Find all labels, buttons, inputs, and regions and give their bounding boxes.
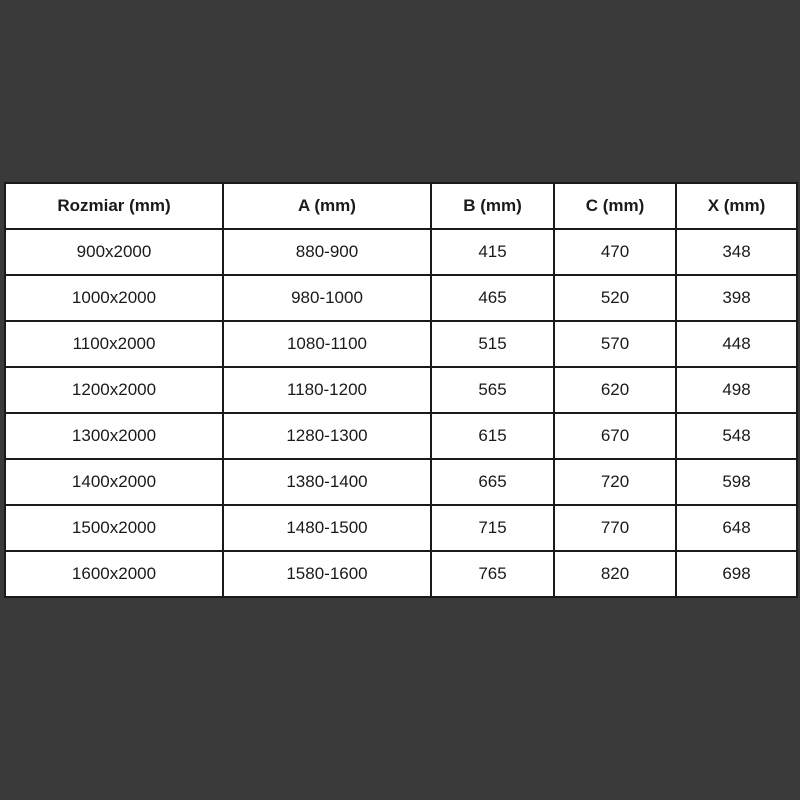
- cell-rozmiar: 1300x2000: [5, 413, 223, 459]
- cell-rozmiar: 900x2000: [5, 229, 223, 275]
- cell-b: 465: [431, 275, 554, 321]
- cell-x: 398: [676, 275, 797, 321]
- cell-c: 770: [554, 505, 676, 551]
- cell-x: 498: [676, 367, 797, 413]
- cell-c: 620: [554, 367, 676, 413]
- table-row: [5, 275, 797, 321]
- cell-b: 565: [431, 367, 554, 413]
- table-row: [5, 321, 797, 367]
- cell-b: 515: [431, 321, 554, 367]
- cell-a: 1580-1600: [223, 551, 431, 597]
- table-row: [5, 367, 797, 413]
- cell-b: 615: [431, 413, 554, 459]
- cell-b: 765: [431, 551, 554, 597]
- cell-x: 598: [676, 459, 797, 505]
- table-row: [5, 459, 797, 505]
- cell-a: 1180-1200: [223, 367, 431, 413]
- table-row: [5, 551, 797, 597]
- table-row: [5, 505, 797, 551]
- column-header-a: A (mm): [223, 183, 431, 229]
- cell-c: 470: [554, 229, 676, 275]
- cell-b: 665: [431, 459, 554, 505]
- table-row: [5, 229, 797, 275]
- cell-rozmiar: 1600x2000: [5, 551, 223, 597]
- cell-rozmiar: 1000x2000: [5, 275, 223, 321]
- cell-x: 548: [676, 413, 797, 459]
- cell-rozmiar: 1200x2000: [5, 367, 223, 413]
- cell-a: 1480-1500: [223, 505, 431, 551]
- table-header-row: [5, 183, 797, 229]
- cell-c: 570: [554, 321, 676, 367]
- cell-b: 415: [431, 229, 554, 275]
- table-row: [5, 413, 797, 459]
- cell-a: 1280-1300: [223, 413, 431, 459]
- cell-b: 715: [431, 505, 554, 551]
- cell-rozmiar: 1100x2000: [5, 321, 223, 367]
- cell-a: 1080-1100: [223, 321, 431, 367]
- cell-x: 348: [676, 229, 797, 275]
- cell-a: 980-1000: [223, 275, 431, 321]
- column-header-x: X (mm): [676, 183, 797, 229]
- cell-a: 1380-1400: [223, 459, 431, 505]
- column-header-rozmiar: Rozmiar (mm): [5, 183, 223, 229]
- cell-c: 720: [554, 459, 676, 505]
- dimension-table-container: [4, 182, 796, 598]
- cell-c: 520: [554, 275, 676, 321]
- cell-x: 698: [676, 551, 797, 597]
- cell-x: 648: [676, 505, 797, 551]
- cell-c: 670: [554, 413, 676, 459]
- column-header-c: C (mm): [554, 183, 676, 229]
- cell-x: 448: [676, 321, 797, 367]
- cell-a: 880-900: [223, 229, 431, 275]
- cell-rozmiar: 1500x2000: [5, 505, 223, 551]
- column-header-b: B (mm): [431, 183, 554, 229]
- cell-c: 820: [554, 551, 676, 597]
- cell-rozmiar: 1400x2000: [5, 459, 223, 505]
- dimension-table: [4, 182, 798, 598]
